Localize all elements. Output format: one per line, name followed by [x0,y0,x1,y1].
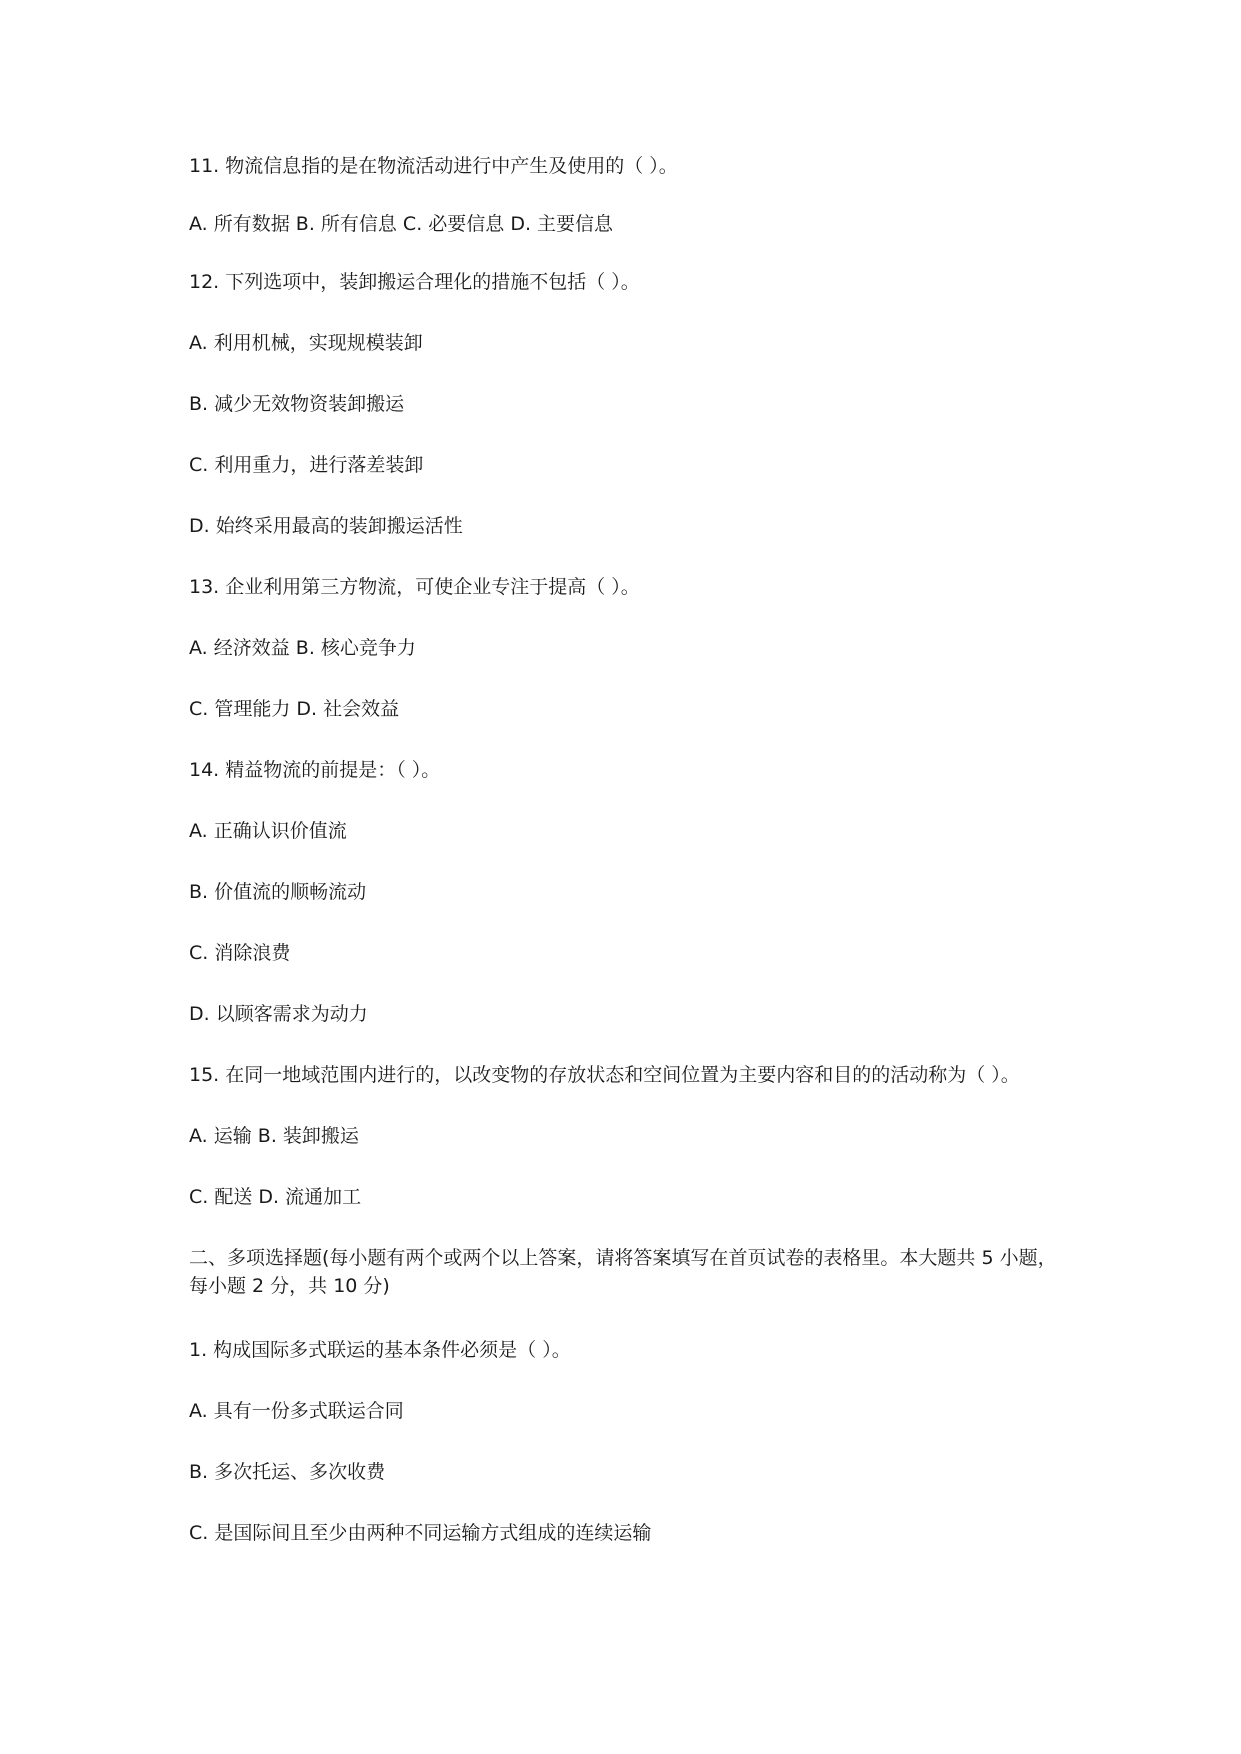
question-14-option-c: C. 消除浪费 [189,942,291,964]
question-13-options-ab: A. 经济效益 B. 核心竞争力 [189,637,416,659]
question-14: 14. 精益物流的前提是：（ ）。 [189,759,441,781]
multi-question-1-option-a: A. 具有一份多式联运合同 [189,1400,404,1422]
question-12-option-a: A. 利用机械，实现规模装卸 [189,332,423,354]
question-15: 15. 在同一地域范围内进行的，以改变物的存放状态和空间位置为主要内容和目的的活动称为（ ）。 [189,1064,1020,1086]
question-15-options-ab: A. 运输 B. 装卸搬运 [189,1125,359,1147]
question-14-option-a: A. 正确认识价值流 [189,820,347,842]
question-14-option-b: B. 价值流的顺畅流动 [189,881,367,903]
question-14-option-d: D. 以顾客需求为动力 [189,1003,368,1025]
question-12-option-d: D. 始终采用最高的装卸搬运活性 [189,515,463,537]
question-11: 11. 物流信息指的是在物流活动进行中产生及使用的（ ）。 [189,155,678,177]
section-two-heading: 二、多项选择题(每小题有两个或两个以上答案，请将答案填写在首页试卷的表格里。本大题共 5 小题，每小题 2 分，共 10 分) [189,1247,1057,1297]
multi-question-1-option-c: C. 是国际间且至少由两种不同运输方式组成的连续运输 [189,1522,652,1544]
multi-question-1-option-b: B. 多次托运、多次收费 [189,1461,386,1483]
question-12-option-b: B. 减少无效物资装卸搬运 [189,393,405,415]
multi-question-1: 1. 构成国际多式联运的基本条件必须是（ ）。 [189,1339,571,1361]
question-13-options-cd: C. 管理能力 D. 社会效益 [189,698,400,720]
question-13: 13. 企业利用第三方物流，可使企业专注于提高（ ）。 [189,576,640,598]
question-11-options: A. 所有数据 B. 所有信息 C. 必要信息 D. 主要信息 [189,213,614,235]
question-12: 12. 下列选项中，装卸搬运合理化的措施不包括（ ）。 [189,271,640,293]
question-15-options-cd: C. 配送 D. 流通加工 [189,1186,362,1208]
question-12-option-c: C. 利用重力，进行落差装卸 [189,454,424,476]
